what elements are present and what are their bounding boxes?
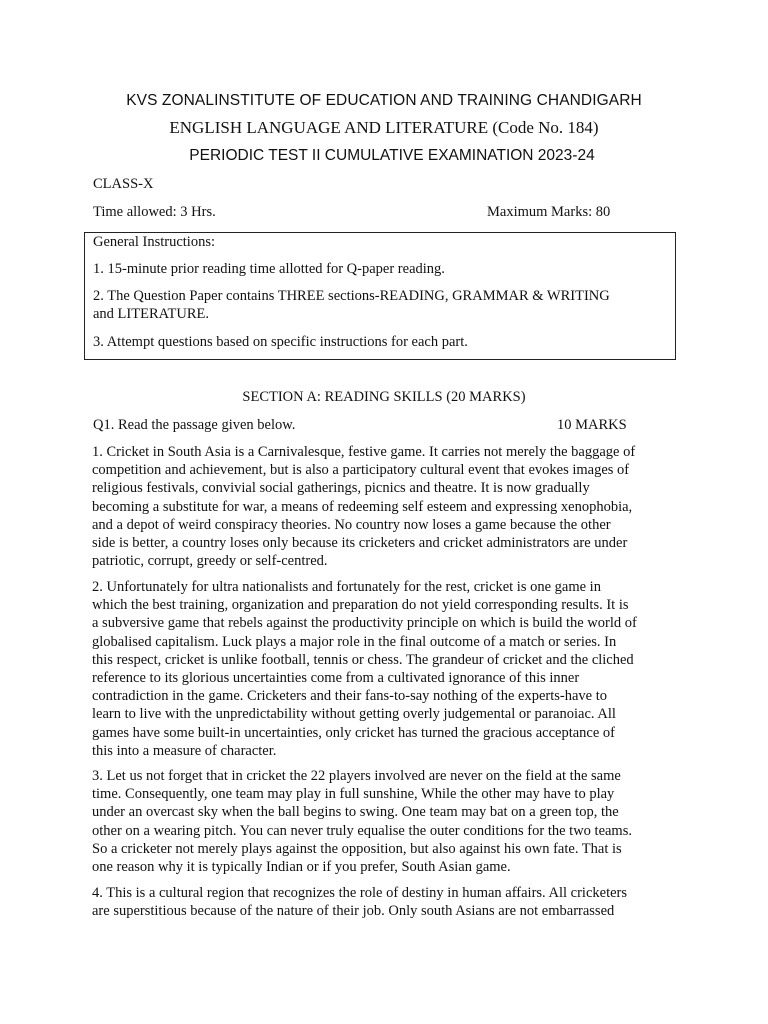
passage-line: are superstitious because of the nature of their job. Only south Asians are not embarrassed [92,903,615,920]
passage-line: and a depot of weird conspiracy theories. No country now loses a game because the other [92,516,611,533]
passage-line: 1. Cricket in South Asia is a Carnivalesque, festive game. It carries not merely the baggage of [92,444,636,460]
passage-line: reference to its glorious uncertainties come from a cultivated ignorance of this inner [92,670,580,687]
passage-line: contradiction in the game. Cricketers and their fans-to-say nothing of the experts-have to [92,688,607,705]
instructions-title: General Instructions: [93,234,216,250]
passage-line: games have some built-in uncertainties, only cricket has turned the gracious acceptance of [92,724,616,741]
instruction-item: 3. Attempt questions based on specific instructions for each part. [93,334,468,350]
institute-heading: KVS ZONALINSTITUTE OF EDUCATION AND TRAINING CHANDIGARH [126,92,642,109]
passage-line: So a cricketer not merely plays against the opposition, but also against his own fate. That is [92,840,622,857]
maximum-marks: Maximum Marks: 80 [487,204,611,220]
passage-line: religious festivals, convivial social gatherings, picnics and theatre. It is now gradually [92,480,590,497]
passage-paragraph-4 [92,884,682,920]
passage-line: 4. This is a cultural region that recognizes the role of destiny in human affairs. All cricketers [92,885,627,901]
passage-line: competition and achievement, but is also a participatory cultural event that evokes images of [92,462,630,479]
instruction-item-continued: and LITERATURE. [93,306,209,322]
question-label: Q1. Read the passage given below. [93,417,296,433]
passage-line: time. Consequently, one team may play in full sunshine, While the other may have to play [92,786,615,803]
passage-paragraph-3 [92,767,682,876]
passage-line: 3. Let us not forget that in cricket the 22 players involved are never on the field at the same [92,768,621,784]
exam-heading: PERIODIC TEST II CUMULATIVE EXAMINATION 2023-24 [189,147,595,164]
time-allowed: Time allowed: 3 Hrs. [93,204,216,220]
instruction-item: 2. The Question Paper contains THREE sections-READING, GRAMMAR & WRITING [93,288,610,304]
passage-line: under an overcast sky when the ball begins to swing. One team may bat on a green top, the [92,804,619,821]
passage-line: patriotic, corrupt, greedy or self-centred. [92,553,328,570]
passage-line: one reason why it is typically Indian or if you prefer, South Asian game. [92,859,511,876]
passage-line: becoming a substitute for war, a means of redeeming self esteem and expressing xenophobia, [92,498,633,515]
question-marks: 10 MARKS [557,417,627,433]
section-title: SECTION A: READING SKILLS (20 MARKS) [242,389,526,405]
passage-paragraph-1 [92,443,682,570]
passage-line: this into a measure of character. [92,742,277,759]
passage-line: learn to live with the unpredictability without getting overly judgemental or paranoiac. All [92,706,616,723]
passage-line: side is better, a country loses only because its cricketers and cricket administrators are under [92,535,628,552]
passage-line: which the best training, organization and preparation do not yield corresponding results. It is [92,597,629,614]
passage-line: this respect, cricket is unlike football, tennis or chess. The grandeur of cricket and the cliched [92,651,634,668]
passage-line: 2. Unfortunately for ultra nationalists and fortunately for the rest, cricket is one game in [92,579,601,595]
passage-paragraph-2 [92,578,682,760]
subject-heading: ENGLISH LANGUAGE AND LITERATURE (Code No. 184) [169,118,599,137]
instruction-item: 1. 15-minute prior reading time allotted for Q-paper reading. [93,261,445,277]
class-label: CLASS-X [93,176,154,192]
passage-line: globalised capitalism. Luck plays a major role in the final outcome of a match or series. In [92,633,617,650]
passage-line: a subversive game that rebels against the productivity principle on which is build the world of [92,615,637,632]
passage-line: other on a wearing pitch. You can never truly equalise the outer conditions for the two teams. [92,822,632,839]
